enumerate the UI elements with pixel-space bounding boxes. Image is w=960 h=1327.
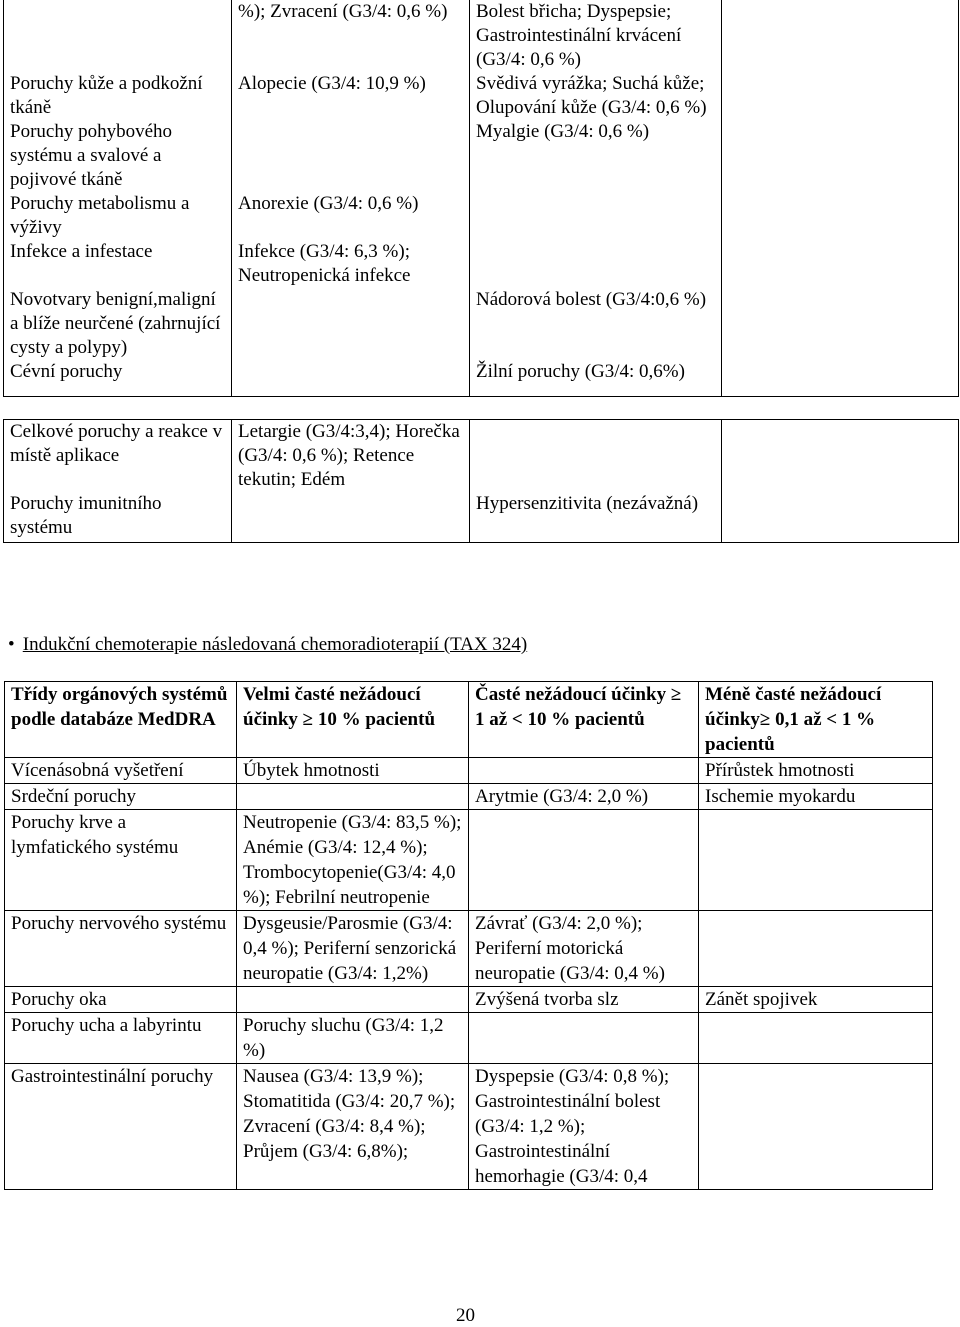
table-cell xyxy=(722,288,959,360)
table-row xyxy=(4,72,959,120)
table-cell: Cévní poruchy xyxy=(4,360,232,397)
table-cell xyxy=(469,810,699,911)
table-cell: Neutropenie (G3/4: 83,5 %); Anémie (G3/4: 12,4 %); Trombocytopenie(G3/4: 4,0 %); Febrilní neutropenie xyxy=(237,810,469,911)
table-cell: Dysgeusie/Parosmie (G3/4: 0,4 %); Periferní senzorická neuropatie (G3/4: 1,2%) xyxy=(237,911,469,987)
column-header: Třídy orgánových systémů podle databáze MedDRA xyxy=(5,682,237,758)
table-cell: Žilní poruchy (G3/4: 0,6%) xyxy=(470,360,722,397)
table-row xyxy=(5,758,933,784)
section-heading-text: Indukční chemoterapie následovaná chemoradioterapií (TAX 324) xyxy=(22,634,528,655)
table-cell: %); Zvracení (G3/4: 0,6 %) xyxy=(232,0,470,72)
table-cell: Poruchy nervového systému xyxy=(5,911,237,987)
table-cell: Letargie (G3/4:3,4); Horečka (G3/4: 0,6 %); Retence tekutin; Edém xyxy=(232,420,470,493)
table-cell: Poruchy sluchu (G3/4: 1,2 %) xyxy=(237,1013,469,1064)
adverse-effects-table-tax324 xyxy=(4,681,933,1190)
table-row xyxy=(5,911,933,987)
table-cell xyxy=(699,1064,933,1190)
adverse-effects-table-top xyxy=(3,0,959,543)
table-cell: Ischemie myokardu xyxy=(699,784,933,810)
table-cell xyxy=(470,420,722,493)
table-cell: Zvýšená tvorba slz xyxy=(469,987,699,1013)
table-row xyxy=(5,784,933,810)
table-row xyxy=(5,1064,933,1190)
table-cell: Gastrointestinální poruchy xyxy=(5,1064,237,1190)
table-header-row xyxy=(5,682,933,758)
table-cell: Dyspepsie (G3/4: 0,8 %); Gastrointestinální bolest (G3/4: 1,2 %); Gastrointestinální hemorhagie (G3/4: 0,4 xyxy=(469,1064,699,1190)
column-header: Velmi časté nežádoucí účinky ≥ 10 % pacientů xyxy=(237,682,469,758)
spacer-cell xyxy=(722,397,959,420)
table-cell xyxy=(237,987,469,1013)
table-cell xyxy=(232,492,470,543)
table-cell xyxy=(722,192,959,240)
spacer-cell xyxy=(4,397,232,420)
table-spacer xyxy=(4,397,959,420)
table-row xyxy=(4,492,959,543)
table-cell: Poruchy pohybového systému a svalové a pojivové tkáně xyxy=(4,120,232,192)
table-cell: Poruchy imunitního systému xyxy=(4,492,232,543)
table-cell: Poruchy krve a lymfatického systému xyxy=(5,810,237,911)
table-row xyxy=(5,987,933,1013)
table-row xyxy=(4,120,959,192)
table-cell xyxy=(722,72,959,120)
table-cell: Poruchy kůže a podkožní tkáně xyxy=(4,72,232,120)
table-cell: Myalgie (G3/4: 0,6 %) xyxy=(470,120,722,192)
spacer-cell xyxy=(232,397,470,420)
table-cell xyxy=(232,120,470,192)
table-cell xyxy=(722,0,959,72)
table-cell: Úbytek hmotnosti xyxy=(237,758,469,784)
table-cell xyxy=(237,784,469,810)
table-cell: Svědivá vyrážka; Suchá kůže; Olupování kůže (G3/4: 0,6 %) xyxy=(470,72,722,120)
table-row xyxy=(4,420,959,493)
table-row xyxy=(5,1013,933,1064)
table-cell: Poruchy metabolismu a výživy xyxy=(4,192,232,240)
table-cell xyxy=(232,360,470,397)
table-cell xyxy=(470,240,722,288)
table-cell xyxy=(722,360,959,397)
table-cell: Vícenásobná vyšetření xyxy=(5,758,237,784)
table-cell xyxy=(722,492,959,543)
table-cell xyxy=(470,192,722,240)
column-header: Časté nežádoucí účinky ≥ 1 až < 10 % pacientů xyxy=(469,682,699,758)
table-cell: Infekce a infestace xyxy=(4,240,232,288)
table-cell: Arytmie (G3/4: 2,0 %) xyxy=(469,784,699,810)
table-row xyxy=(4,360,959,397)
table-cell xyxy=(469,1013,699,1064)
table-cell xyxy=(4,0,232,72)
table-cell: Infekce (G3/4: 6,3 %); Neutropenická infekce xyxy=(232,240,470,288)
table-cell xyxy=(469,758,699,784)
table-cell xyxy=(232,288,470,360)
spacer-cell xyxy=(470,397,722,420)
section-heading xyxy=(8,632,527,657)
table-cell: Nádorová bolest (G3/4:0,6 %) xyxy=(470,288,722,360)
table-cell: Novotvary benigní,maligní a blíže neurčené (zahrnující cysty a polypy) xyxy=(4,288,232,360)
table-row xyxy=(4,192,959,240)
table-row xyxy=(4,288,959,360)
table-row xyxy=(4,240,959,288)
table-cell: Hypersenzitivita (nezávažná) xyxy=(470,492,722,543)
table-cell: Zánět spojivek xyxy=(699,987,933,1013)
table-cell: Závrať (G3/4: 2,0 %); Periferní motorická neuropatie (G3/4: 0,4 %) xyxy=(469,911,699,987)
column-header: Méně časté nežádoucí účinky≥ 0,1 až < 1 % pacientů xyxy=(699,682,933,758)
table-cell: Alopecie (G3/4: 10,9 %) xyxy=(232,72,470,120)
page-number: 20 xyxy=(456,1305,475,1326)
table-row xyxy=(4,0,959,72)
table-cell xyxy=(722,240,959,288)
table-cell: Srdeční poruchy xyxy=(5,784,237,810)
table-cell: Nausea (G3/4: 13,9 %); Stomatitida (G3/4: 20,7 %); Zvracení (G3/4: 8,4 %); Průjem (G3/4: 6,8%); xyxy=(237,1064,469,1190)
table-cell xyxy=(699,911,933,987)
table-cell xyxy=(722,420,959,493)
table-cell: Přírůstek hmotnosti xyxy=(699,758,933,784)
table-cell: Poruchy ucha a labyrintu xyxy=(5,1013,237,1064)
table-row xyxy=(5,810,933,911)
table-cell: Poruchy oka xyxy=(5,987,237,1013)
table-cell xyxy=(722,120,959,192)
bullet-icon: • xyxy=(8,634,15,655)
table-cell: Celkové poruchy a reakce v místě aplikace xyxy=(4,420,232,493)
table-cell xyxy=(699,1013,933,1064)
table-cell xyxy=(699,810,933,911)
table-cell: Anorexie (G3/4: 0,6 %) xyxy=(232,192,470,240)
table-cell: Bolest břicha; Dyspepsie; Gastrointestinální krvácení (G3/4: 0,6 %) xyxy=(470,0,722,72)
